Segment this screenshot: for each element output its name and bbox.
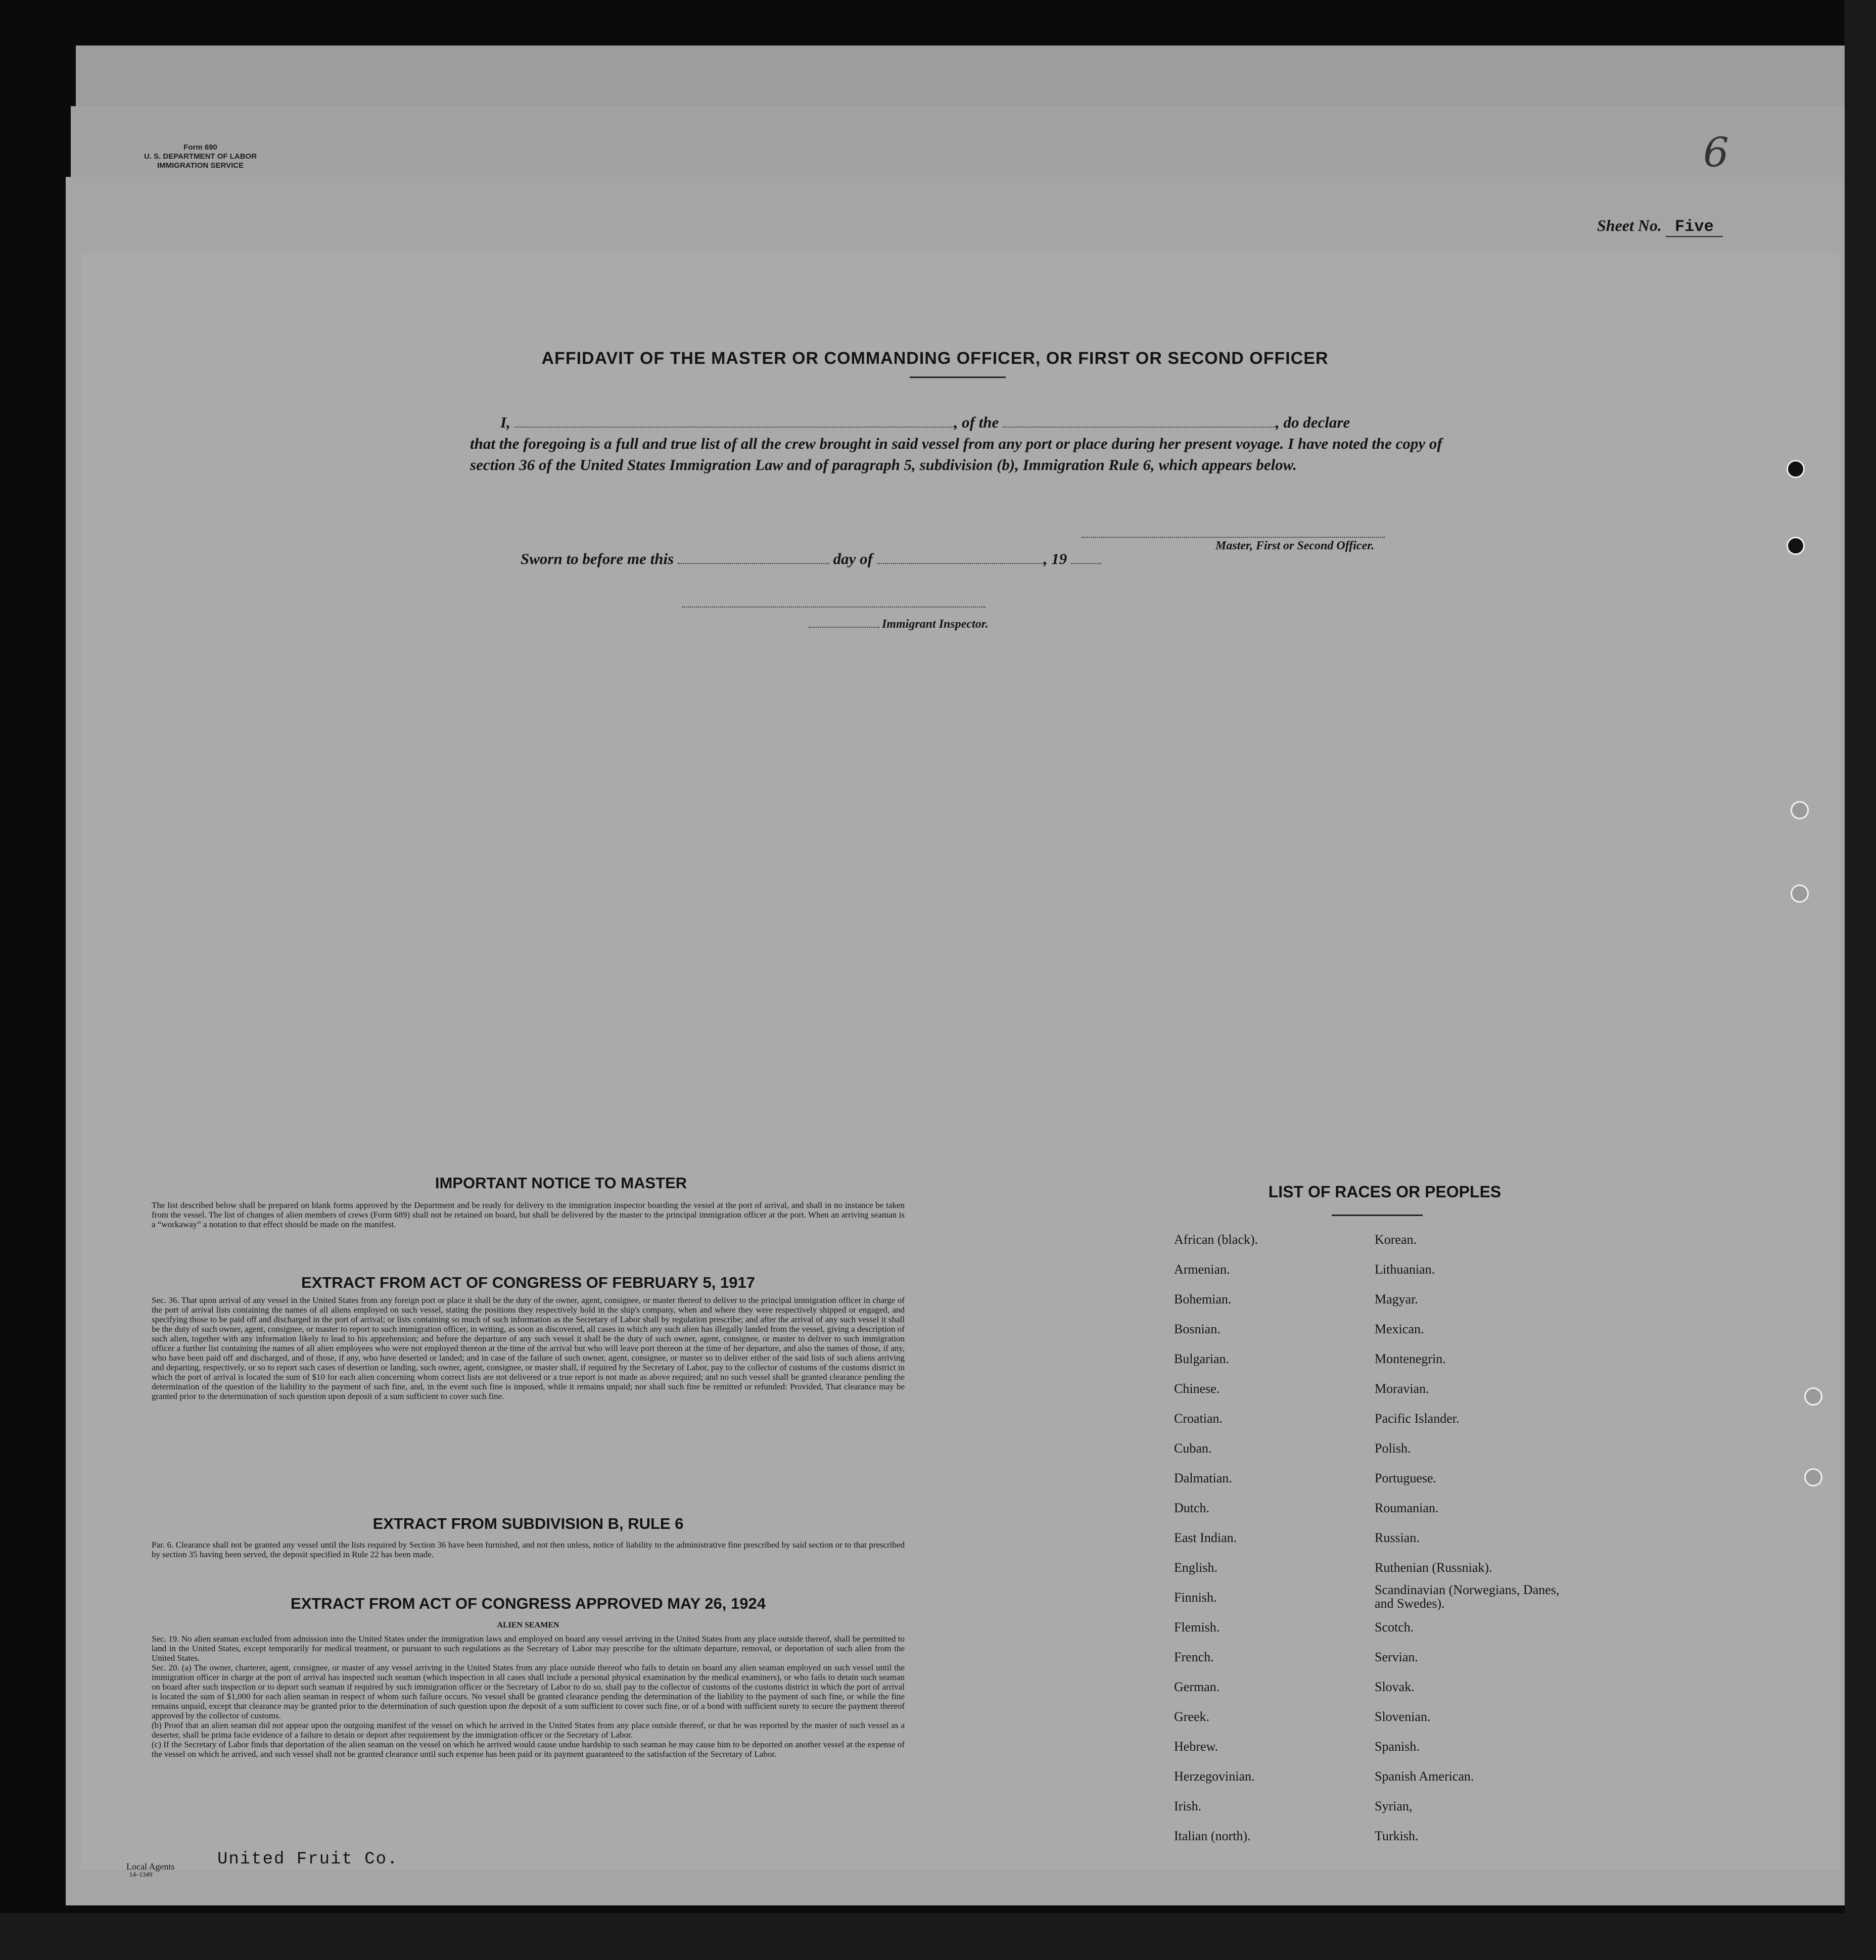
day-of-label: day of <box>833 550 873 568</box>
local-agents-label: Local Agents <box>126 1861 175 1872</box>
races-title: LIST OF RACES OR PEOPLES <box>1268 1183 1502 1201</box>
race-item-right: Portuguese. <box>1375 1471 1437 1485</box>
bottom-edge-shadow <box>0 1913 1876 1960</box>
sheet-number <box>1597 216 1723 236</box>
punch-hole <box>1804 1387 1822 1406</box>
race-item-left: Bohemian. <box>1174 1292 1232 1306</box>
sheet-no-label: Sheet No. <box>1597 216 1662 235</box>
sworn-day-blank[interactable] <box>678 563 829 564</box>
race-item-right: Syrian, <box>1375 1799 1413 1813</box>
department-name: U. S. DEPARTMENT OF LABOR <box>144 152 257 161</box>
punch-hole <box>1804 1468 1822 1486</box>
race-item-left: Chinese. <box>1174 1381 1220 1396</box>
race-item-right: Scandinavian (Norwegians, Danes, and Swedes). <box>1375 1582 1560 1611</box>
race-item-left: Cuban. <box>1174 1441 1212 1456</box>
race-item-left: Croatian. <box>1174 1411 1223 1426</box>
punch-hole <box>1791 801 1809 819</box>
races-title-rule <box>1332 1215 1423 1216</box>
inspector-signature-line[interactable] <box>682 606 986 608</box>
label-i: I, <box>500 413 510 431</box>
race-item-right: Scotch. <box>1375 1620 1414 1635</box>
sworn-year-blank[interactable] <box>1071 563 1101 564</box>
form-number: Form 690 <box>183 143 217 152</box>
sheet-no-value: Five <box>1666 217 1723 237</box>
race-item-left: African (black). <box>1174 1232 1258 1247</box>
race-item-right: Roumanian. <box>1375 1501 1439 1515</box>
extract2-text: Par. 6. Clearance shall not be granted any vessel until the lists required by Section 36 have been furnished, and not then unless, notice of liability to the administrative fine prescribed by said section or to that prescribed by section 35 having been served, the deposit specified in Rule 22 has been made. <box>152 1540 905 1559</box>
race-item-right: Slovak. <box>1375 1679 1415 1694</box>
form-code: 14–1349 <box>129 1871 153 1878</box>
form-header <box>144 143 257 170</box>
extract3-text: Sec. 19. No alien seaman excluded from admission into the United States under the immigration laws and employed on board any vessel arriving in the United States from any place outside thereof, shall be permitted to land in the United States, except temporarily for medical treatment, or pursuant to such regulations as the Secretary of Labor may prescribe for the ultimate departure, removal, or deportation of such alien from the United States. Sec. 20. (a) The owner, charterer, agent, consignee, or master of any vessel arriving in the United States from any place outside thereof who fails to detain on board any alien seaman employed on such vessel until the immigration officer in charge at the port of arrival has inspected such seaman (which inspection in all cases shall include a personal physical examination by the medical examiners), or who fails to detain such seaman on board after such inspection or to deport such seaman if required by such immigration officer or the Secretary of Labor to do so, shall pay to the collector of customs of the customs district in which the port of arrival is located the sum of $1,000 for each alien seaman in respect of whom such failure occurs. No vessel shall be granted clearance pending the determination of the liability to the payment of such fine, or while the fine remains unpaid, except that clearance may be granted prior to the determination of such question upon the deposit of a sum sufficient to cover such fine, or of a bond with sufficient surety to secure the payment thereof approved by the collector of customs. (b) Proof that an alien seaman did not appear upon the outgoing manifest of the vessel on which he arrived in the United States from any place outside thereof, or that he was reported by the master of such vessel as a deserter, shall be prima facie evidence of a failure to detain or deport after requirement by the immigration officer or the Secretary of Labor. (c) If the Secretary of Labor finds that deportation of the alien seaman on the vessel on which he arrived would cause undue hardship to such seaman he may cause him to be deported on another vessel at the expense of the vessel on which he arrived, and such vessel shall not be granted clearance until such expense has been paid or its payment guaranteed to the satisfaction of the Secretary of Labor. <box>152 1634 905 1759</box>
race-item-right: Lithuanian. <box>1375 1262 1435 1277</box>
race-item-left: Finnish. <box>1174 1590 1217 1605</box>
race-item-right: Mexican. <box>1375 1322 1424 1336</box>
agent-name: United Fruit Co. <box>217 1850 399 1869</box>
race-item-left: Irish. <box>1174 1799 1202 1813</box>
punch-hole <box>1787 537 1805 555</box>
extract2-title: EXTRACT FROM SUBDIVISION B, RULE 6 <box>372 1515 684 1532</box>
label-do-declare: , do declare <box>1276 413 1350 431</box>
sworn-month-blank[interactable] <box>877 563 1044 564</box>
declaration-body: that the foregoing is a full and true list of all the crew brought in said vessel from any port or place during her present voyage. I have noted the copy of section 36 of the United States Immigration Law and of paragraph 5, subdivision (b), Immigration Rule 6, which appears below. <box>470 435 1442 474</box>
extract3-subtitle: ALIEN SEAMEN <box>497 1621 559 1629</box>
inspector-label: Immigrant Inspector. <box>882 618 989 631</box>
label-of-the: , of the <box>954 413 999 431</box>
master-signature-line[interactable] <box>1082 537 1385 538</box>
race-item-left: Flemish. <box>1174 1620 1220 1635</box>
race-item-right: Korean. <box>1375 1232 1417 1247</box>
race-item-left: Hebrew. <box>1174 1739 1218 1754</box>
race-item-right: Spanish American. <box>1375 1769 1474 1784</box>
race-item-right: Turkish. <box>1375 1829 1419 1843</box>
year-label: , 19 <box>1043 550 1067 568</box>
extract1-text: Sec. 36. That upon arrival of any vessel in the United States from any foreign port or place it shall be the duty of the owner, agent, consignee, or master thereof to deliver to the principal immigration officer in charge of the port of arrival lists containing the names of all aliens employed on such vessel, stating the positions they respectively hold in the ship's company, when and where they were respectively shipped or engaged, and specifying those to be paid off and discharged in the port of arrival; or lists containing so much of such information as the Secretary of Labor shall by regulation prescribe; and after the arrival of any such vessel it shall be the duty of such owner, agent, consignee, or master to report to such immigration officer, in writing, as soon as discovered, all cases in which any such alien has illegally landed from the vessel, giving a description of such alien, together with any information likely to lead to his apprehension; and before the departure of any such vessel it shall be the duty of such owner, agent, consignee, or master to deliver to such immigration officer a further list containing the names of all alien employees who were not employed thereon at the time of the arrival but who will leave port thereon at the time of her departure, and also the names of those, if any, who have been paid off and discharged, and of those, if any, who have deserted or landed; and in case of the failure of such owner, agent, consignee, or master so to deliver either of the said lists of such aliens arriving and departing, respectively, or so to report such cases of desertion or landing, such owner, agent, consignee, or master shall, if required by the Secretary of Labor, pay to the collector of customs of the customs district in which the port of arrival is located the sum of $10 for each alien concerning whom correct lists are not delivered or a true report is not made as above required; and no such vessel shall be granted clearance pending the determination of the question of the liability to the payment of such fine, and, in the event such fine is imposed, while it remains unpaid; nor shall such fine be remitted or refunded: Provided, That clearance may be granted prior to the determination of such question upon deposit of a sum sufficient to cover such fine. <box>152 1295 905 1401</box>
race-item-left: East Indian. <box>1174 1530 1237 1545</box>
race-item-right: Servian. <box>1375 1650 1418 1664</box>
race-item-right: Polish. <box>1375 1441 1411 1456</box>
race-item-right: Magyar. <box>1375 1292 1418 1306</box>
local-agents <box>126 1850 399 1879</box>
race-item-right: Montenegrin. <box>1375 1351 1446 1366</box>
affidavit-declaration <box>470 412 1445 476</box>
race-item-left: Dutch. <box>1174 1501 1210 1515</box>
notice-text: The list described below shall be prepared on blank forms approved by the Department and be ready for delivery to the immigration inspector boarding the vessel at the port of arrival, and shall in no instance be taken from the vessel. The list of changes of alien members of crews (Form 689) shall not be retained on board, but shall be delivered by the master to the principal immigration officer at the port. When an arriving seaman is a “workaway” a notation to that effect should be made on the manifest. <box>152 1200 905 1229</box>
race-item-right: Spanish. <box>1375 1739 1420 1754</box>
right-edge-shadow <box>1845 0 1876 1960</box>
sworn-prefix: Sworn to before me this <box>521 550 674 568</box>
extract1-title: EXTRACT FROM ACT OF CONGRESS OF FEBRUARY 5, 1917 <box>301 1274 755 1291</box>
race-item-left: Greek. <box>1174 1709 1210 1724</box>
race-item-left: Bosnian. <box>1174 1322 1221 1336</box>
notice-title: IMPORTANT NOTICE TO MASTER <box>435 1174 687 1192</box>
name-blank[interactable] <box>514 427 954 428</box>
race-item-right: Pacific Islander. <box>1375 1411 1460 1426</box>
master-label: Master, First or Second Officer. <box>1215 539 1375 552</box>
race-item-left: Armenian. <box>1174 1262 1230 1277</box>
handwritten-page-number: 6 <box>1703 129 1729 176</box>
race-item-left: German. <box>1174 1679 1220 1694</box>
service-name: IMMIGRATION SERVICE <box>157 161 244 170</box>
race-item-left: Herzegovinian. <box>1174 1769 1255 1784</box>
race-item-right: Slovenian. <box>1375 1709 1431 1724</box>
sworn-line <box>521 550 1101 568</box>
race-item-left: French. <box>1174 1650 1214 1664</box>
title-rule <box>910 377 1006 378</box>
punch-hole <box>1787 460 1805 478</box>
race-item-left: English. <box>1174 1560 1217 1575</box>
punch-hole <box>1791 884 1809 903</box>
race-item-left: Dalmatian. <box>1174 1471 1232 1485</box>
extract3-title: EXTRACT FROM ACT OF CONGRESS APPROVED MAY 26, 1924 <box>291 1595 766 1612</box>
affidavit-title: AFFIDAVIT OF THE MASTER OR COMMANDING OFFICER, OR FIRST OR SECOND OFFICER <box>541 349 1329 368</box>
race-item-right: Russian. <box>1375 1530 1420 1545</box>
race-item-left: Italian (north). <box>1174 1829 1251 1843</box>
race-item-left: Bulgarian. <box>1174 1351 1230 1366</box>
race-item-right: Ruthenian (Russniak). <box>1375 1560 1492 1575</box>
inspector-line-short <box>809 627 879 628</box>
vessel-blank[interactable] <box>1003 427 1276 428</box>
race-item-right: Moravian. <box>1375 1381 1429 1396</box>
declaration-line-1 <box>470 412 1445 433</box>
